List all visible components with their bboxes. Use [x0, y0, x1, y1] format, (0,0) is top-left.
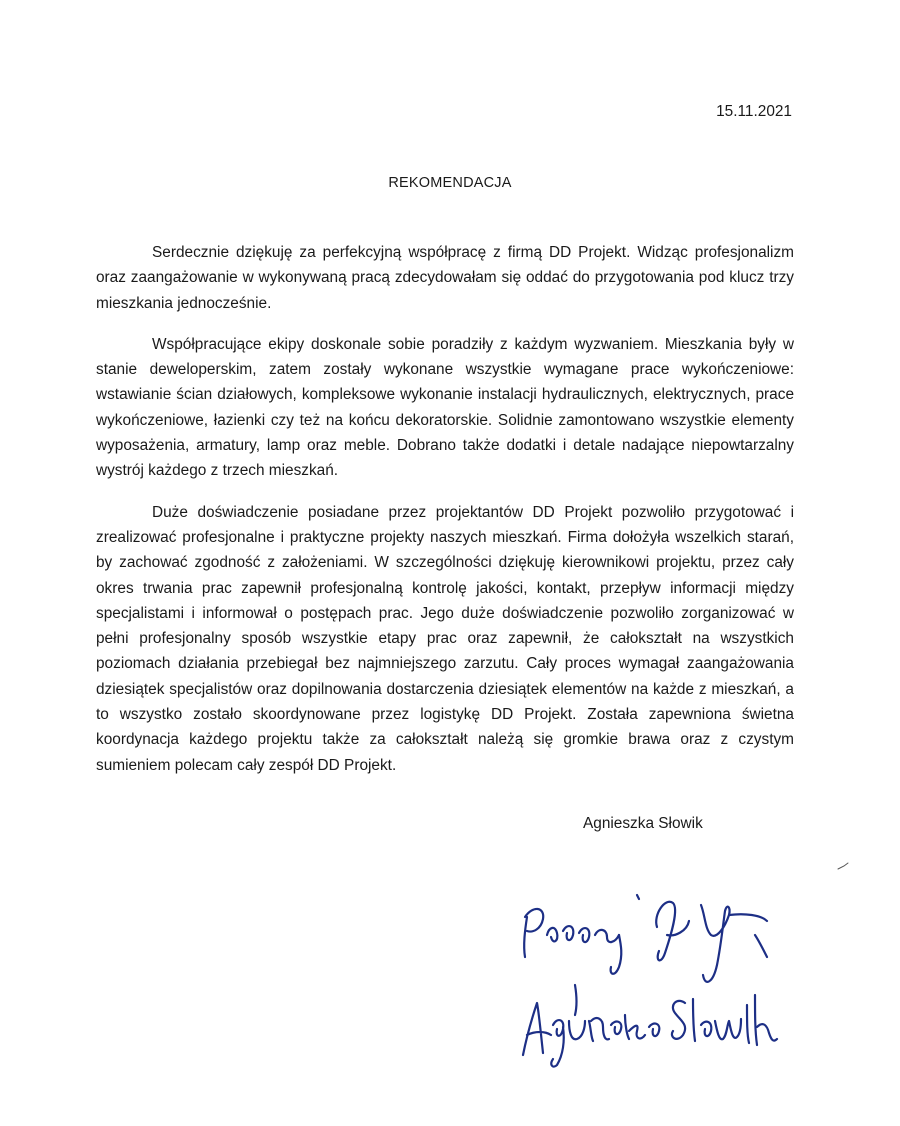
paragraph-3: Duże doświadczenie posiadane przez projektantów DD Projekt pozwoliło przygotować i zrealizować profesjonalne i praktyczne projekty naszych mieszkań. Firma dołożyła wszelkich starań, by zachować zgodność z założeniami. W szczególności dziękuję kierownikowi projektu, przez cały okres trwania prac zapewnił profesjonalną kontrolę jakości, kontakt, przepływ informacji między specjalistami i informował o postępach prac. Jego duże doświadczenie pozwoliło zorganizować w pełni profesjonalny sposób wszystkie etapy prac oraz zapewnił, że całokształt na wszystkich poziomach działania przebiegał bez najmniejszego zarzutu. Cały proces wymagał zaangażowania dziesiątek specjalistów oraz dopilnowania dostarczenia dziesiątek elementów na każde z mieszkań, a to wszystko zostało skoordynowane przez logistykę DD Projekt. Została zapewniona świetna koordynacja każdego projektu także za całokształt należą się gromkie brawa oraz z czystym sumieniem polecam cały zespół DD Projekt.	[96, 503, 794, 774]
signatory-name: Agnieszka Słowik	[583, 815, 703, 832]
letter-body	[96, 240, 794, 794]
letter-title: REKOMENDACJA	[388, 175, 512, 191]
letter-date: 15.11.2021	[716, 103, 792, 120]
paragraph-2: Współpracujące ekipy doskonale sobie poradziły z każdym wyzwaniem. Mieszkania były w stanie deweloperskim, zatem zostały wykonane wszystkie wymagane prace wykończeniowe: wstawianie ścian działowych, kompleksowe wykonanie instalacji hydraulicznych, elektrycznych, prace wykończeniowe, łazienki czy też na końcu dekoratorskie. Solidnie zamontowano wszystkie elementy wyposażenia, armatury, lamp oraz meble. Dobrano także dodatki i detale nadające niepowtarzalny wystrój każdego z trzech mieszkań.	[96, 335, 794, 480]
ink-mark-icon	[836, 860, 850, 872]
handwritten-signature	[505, 875, 805, 1075]
paragraph-1: Serdecznie dziękuję za perfekcyjną współpracę z firmą DD Projekt. Widząc profesjonalizm oraz zaangażowanie w wykonywaną pracą zdecydowałam się oddać do przygotowania pod klucz trzy mieszkania jednocześnie.	[96, 244, 794, 312]
